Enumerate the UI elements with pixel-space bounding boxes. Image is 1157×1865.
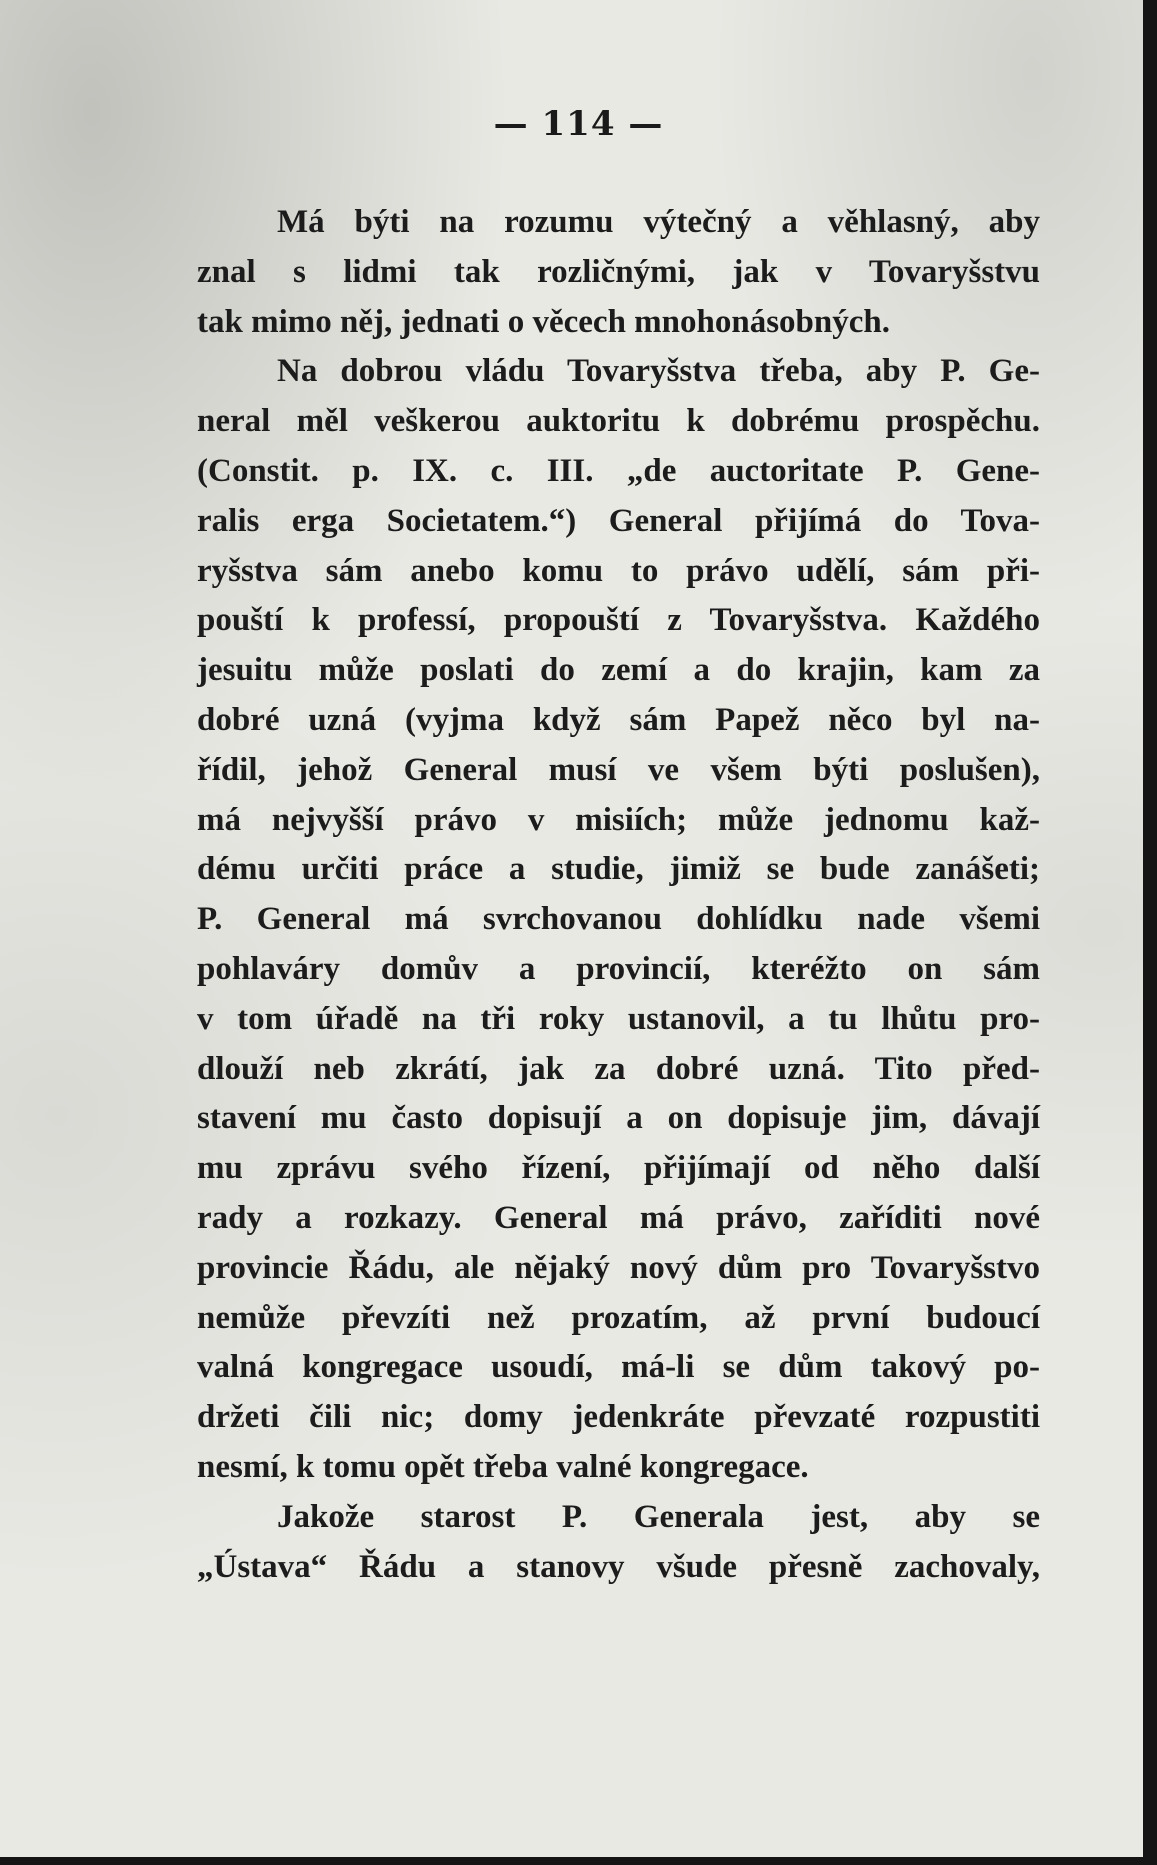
text-line: (Constit. p. IX. c. III. „de auctoritate P. Gene- xyxy=(197,452,1040,489)
text-line: pohlaváry domův a provincií, kteréžto on sám xyxy=(197,950,1040,987)
text-line: znal s lidmi tak rozličnými, jak v Tovaryšstvu xyxy=(197,253,1040,290)
text-line: pouští k professí, propouští z Tovaryšstva. Každého xyxy=(197,602,1040,639)
text-line: ryšstva sám anebo komu to právo udělí, sám při- xyxy=(197,552,1040,589)
text-line: ralis erga Societatem.“) General přijímá do Tova- xyxy=(197,502,1040,539)
text-line: „Ústava“ Řádu a stanovy všude přesně zachovaly, xyxy=(197,1548,1040,1585)
text-line: má nejvyšší právo v misiích; může jednomu kaž- xyxy=(197,801,1040,838)
text-line: dlouží neb zkrátí, jak za dobré uzná. Tito před- xyxy=(197,1050,1040,1087)
text-line: mu zprávu svého řízení, přijímají od něho další xyxy=(197,1150,1040,1187)
text-line: držeti čili nic; domy jedenkráte převzaté rozpustiti xyxy=(197,1399,1040,1436)
text-line: v tom úřadě na tři roky ustanovil, a tu lhůtu pro- xyxy=(197,1000,1040,1037)
text-line: nesmí, k tomu opět třeba valné kongregace. xyxy=(197,1448,809,1485)
text-line: nemůže převzíti než prozatím, až první budoucí xyxy=(197,1299,1040,1336)
text-line: řídil, jehož General musí ve všem býti poslušen), xyxy=(197,751,1040,788)
text-line: neral měl veškerou auktoritu k dobrému prospěchu. xyxy=(197,403,1040,440)
text-line: dému určiti práce a studie, jimiž se bude zanášeti; xyxy=(197,851,1040,888)
text-line: Na dobrou vládu Tovaryšstva třeba, aby P. Ge- xyxy=(277,353,1040,390)
text-line: stavení mu často dopisují a on dopisuje jim, dávají xyxy=(197,1100,1040,1137)
text-line: Má býti na rozumu výtečný a věhlasný, aby xyxy=(277,204,1040,240)
body-text xyxy=(197,198,1040,1592)
text-line: rady a rozkazy. General má právo, zaříditi nové xyxy=(197,1199,1040,1236)
text-line: provincie Řádu, ale nějaký nový dům pro Tovaryšstvo xyxy=(197,1249,1040,1286)
page-number: — 114 — xyxy=(493,104,664,144)
text-line: tak mimo něj, jednati o věcech mnohonásobných. xyxy=(197,303,891,340)
text-line: P. General má svrchovanou dohlídku nade všemi xyxy=(197,901,1040,938)
scan-edge-right xyxy=(1143,0,1157,1865)
text-line: Jakože starost P. Generala jest, aby se xyxy=(277,1498,1040,1535)
text-line: dobré uzná (vyjma když sám Papež něco byl na- xyxy=(197,701,1040,738)
text-line: jesuitu může poslati do zemí a do krajin, kam za xyxy=(197,652,1040,689)
scan-edge-bottom xyxy=(0,1857,1157,1865)
text-line: valná kongregace usoudí, má-li se dům takový po- xyxy=(197,1349,1040,1386)
